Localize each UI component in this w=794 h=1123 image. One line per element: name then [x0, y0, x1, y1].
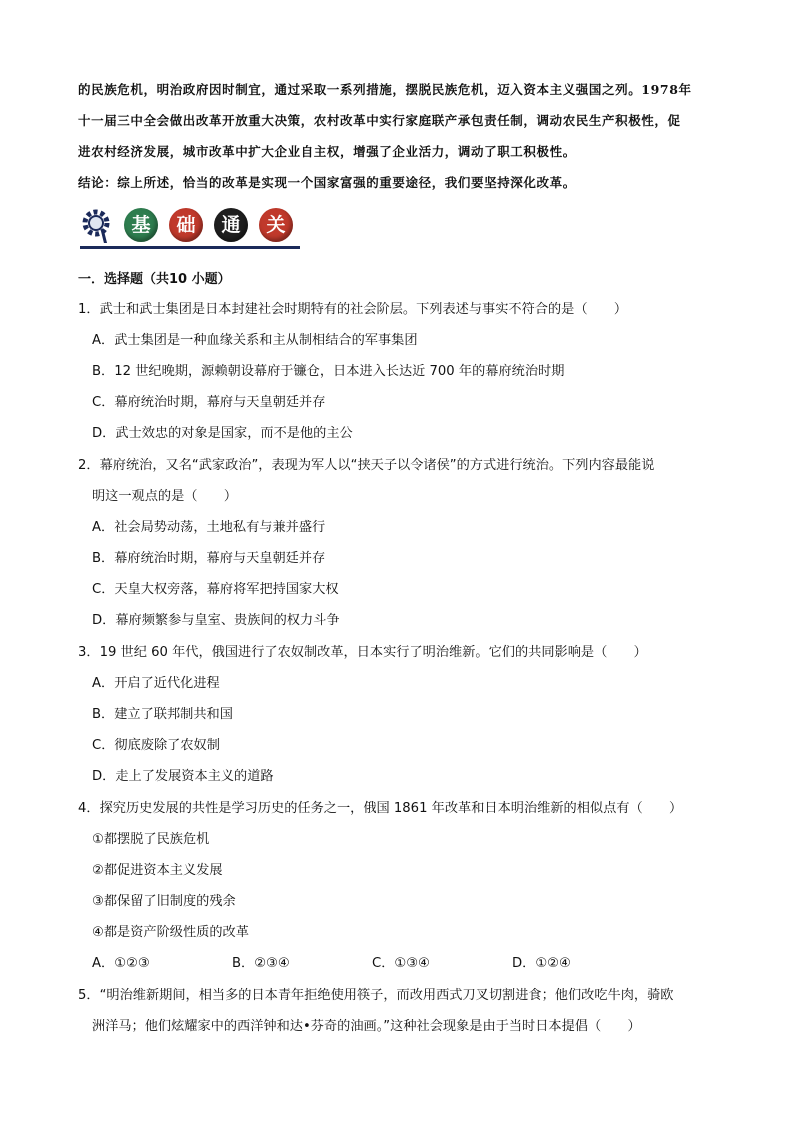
- question-4: [78, 793, 728, 979]
- option-a[interactable]: A．武士集团是一种血缘关系和主从制相结合的军事集团: [92, 333, 418, 348]
- banner-char-3: 通: [214, 208, 248, 242]
- banner-char-4: 关: [259, 208, 293, 242]
- intro-line: 进农村经济发展，城市改革中扩大企业自主权，增强了企业活力，调动了职工积极性。: [78, 144, 576, 159]
- question-stem: 3．19 世纪 60 年代，俄国进行了农奴制改革，日本实行了明治维新。它们的共同影响是（ ）: [78, 645, 647, 660]
- statement-item: ①都摆脱了民族危机: [92, 832, 210, 847]
- statement-item: ②都促进资本主义发展: [92, 863, 223, 878]
- option-a[interactable]: A．①②③: [92, 956, 150, 971]
- banner-underline: [80, 246, 300, 249]
- options-row: [78, 948, 728, 979]
- banner-char-1: 基: [124, 208, 158, 242]
- statement-item: ④都是资产阶级性质的改革: [92, 925, 249, 940]
- question-stem: 4．探究历史发展的共性是学习历史的任务之一，俄国 1861 年改革和日本明治维新的相似点有（ ）: [78, 801, 683, 816]
- option-d[interactable]: D．①②④: [512, 956, 571, 971]
- conclusion-line: 结论：综上所述，恰当的改革是实现一个国家富强的重要途径，我们要坚持深化改革。: [78, 175, 576, 190]
- option-c[interactable]: C．幕府统治时期，幕府与天皇朝廷并存: [92, 395, 326, 410]
- option-b[interactable]: B．建立了联邦制共和国: [92, 707, 233, 722]
- option-c[interactable]: C．①③④: [372, 956, 430, 971]
- option-c[interactable]: C．天皇大权旁落，幕府将军把持国家大权: [92, 582, 339, 597]
- section-title: 一．选择题（共10 小题）: [78, 272, 231, 287]
- question-5: [78, 980, 728, 1042]
- question-stem: 2．幕府统治，又名“武家政治”，表现为军人以“挟天子以令诸侯”的方式进行统治。下列内容最能说: [78, 458, 655, 473]
- question-3: [78, 637, 728, 792]
- intro-line: 的民族危机，明治政府因时制宜，通过采取一系列措施，摆脱民族危机，迈入资本主义强国之列。1978年: [78, 82, 692, 97]
- option-d[interactable]: D．走上了发展资本主义的道路: [92, 769, 274, 784]
- option-a[interactable]: A．开启了近代化进程: [92, 676, 220, 691]
- option-d[interactable]: D．武士效忠的对象是国家，而不是他的主公: [92, 426, 353, 441]
- statement-item: ③都保留了旧制度的残余: [92, 894, 236, 909]
- question-stem-continued: 洲洋马；他们炫耀家中的西洋钟和达•芬奇的油画。”这种社会现象是由于当时日本提倡（ ）: [92, 1019, 641, 1034]
- option-c[interactable]: C．彻底废除了农奴制: [92, 738, 220, 753]
- intro-paragraph: [78, 74, 728, 198]
- question-stem: 1．武士和武士集团是日本封建社会时期特有的社会阶层。下列表述与事实不符合的是（ ）: [78, 302, 628, 317]
- question-2: [78, 450, 728, 636]
- option-b[interactable]: B．②③④: [232, 956, 290, 971]
- intro-line: 十一届三中全会做出改革开放重大决策，农村改革中实行家庭联产承包责任制，调动农民生产积极性，促: [78, 113, 681, 128]
- option-d[interactable]: D．幕府频繁参与皇室、贵族间的权力斗争: [92, 613, 340, 628]
- question-stem: 5．“明治维新期间，相当多的日本青年拒绝使用筷子，而改用西式刀叉切割进食；他们改吃牛肉，骑欧: [78, 988, 674, 1003]
- option-b[interactable]: B．12 世纪晚期，源赖朝设幕府于镰仓，日本进入长达近 700 年的幕府统治时期: [92, 364, 565, 379]
- question-1: [78, 294, 728, 449]
- option-a[interactable]: A．社会局势动荡，土地私有与兼并盛行: [92, 520, 326, 535]
- banner-char-2: 础: [169, 208, 203, 242]
- gear-magnifier-icon: [80, 207, 116, 243]
- section-banner: [80, 205, 300, 249]
- question-stem-continued: 明这一观点的是（ ）: [92, 489, 238, 504]
- option-b[interactable]: B．幕府统治时期，幕府与天皇朝廷并存: [92, 551, 326, 566]
